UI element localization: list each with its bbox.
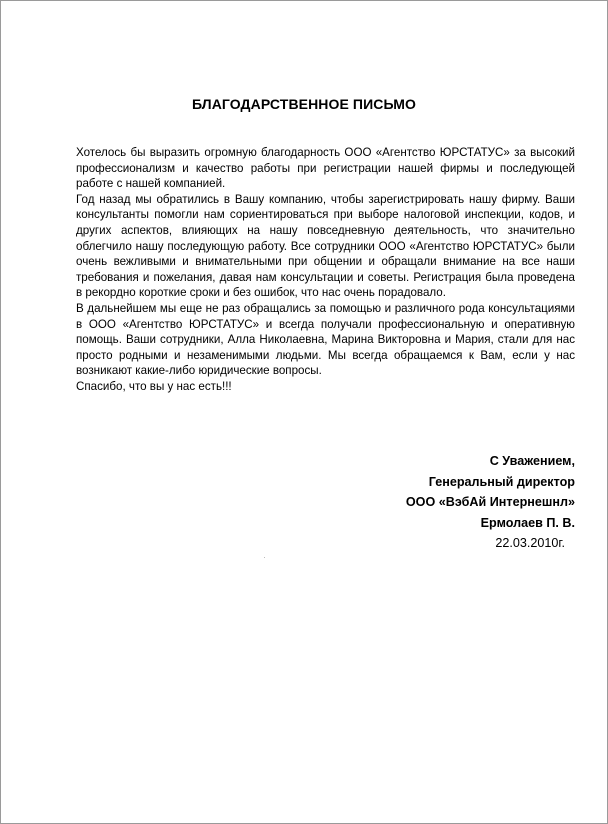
signature-name: Ермолаев П. В. — [480, 515, 575, 530]
paragraph-further-cooperation: В дальнейшем мы еще не раз обращались за помощью и различного рода консультациями в ООО «Агентство ЮРСТАТУС» и всегда получали профессиональную и оперативную помощь. Ваши сотрудники, Алла Николаевна, Марина Викторовна и Мария, стали для нас просто родными и незаменимыми людьми. Мы всегда обращаемся к Вам, если у нас возникают какие-либо юридические вопросы. — [76, 301, 575, 378]
letter-title: БЛАГОДАРСТВЕННОЕ ПИСЬМО — [191, 96, 417, 112]
signature-position: Генеральный директор — [428, 474, 575, 489]
signature-block — [406, 451, 575, 554]
paragraph-history: Год назад мы обратились в Вашу компанию, чтобы зарегистрировать нашу фирму. Ваши консультанты помогли нам сориентироваться при выборе налоговой инспекции, кодов, и других аспектов, влияющих на нашу повседневную деятельность, что значительно облегчило нашу последующую работу. Все сотрудники ООО «Агентство ЮРСТАТУС» были очень вежливыми и внимательными при общении и обращали внимание на все наши требования и пожелания, давая нам консультации и советы. Регистрация была проведена в рекордно короткие сроки и без ошибок, что нас очень порадовало. — [76, 192, 575, 300]
scan-speck — [264, 557, 265, 558]
signature-closing: С Уважением, — [489, 454, 575, 468]
signature-company: ООО «ВэбАй Интернешнл» — [405, 495, 575, 509]
letter-body — [76, 145, 575, 395]
signature-date: 22.03.2010г. — [495, 536, 565, 550]
paragraph-gratitude: Хотелось бы выразить огромную благодарность ООО «Агентство ЮРСТАТУС» за высокий профессионализм и качество работы при регистрации нашей фирмы и последующей работе с нашей компанией. — [76, 146, 575, 191]
paragraph-thanks: Спасибо, что вы у нас есть!!! — [76, 379, 232, 393]
